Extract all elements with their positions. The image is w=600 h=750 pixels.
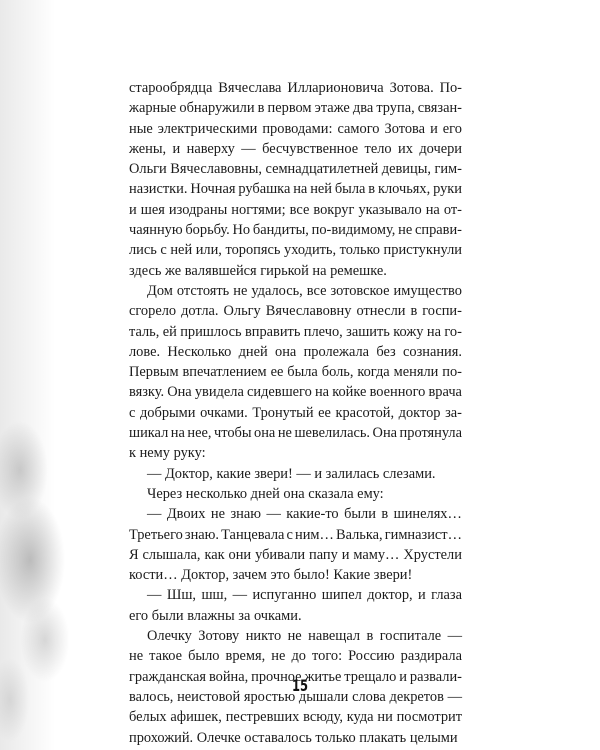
text-line: его были влажны за очками. — [129, 607, 302, 624]
text-line: таль, ей пришлось вправить плечо, зашить кожу на го- — [129, 323, 462, 340]
text-line: Дом отстоять не удалось, все зотовское имущество — [147, 282, 462, 299]
text-line: — Двоих не знаю — какие-то были в шинелях… — [147, 506, 462, 523]
text-line: валось, неистовой яростью дышали слова декретов — — [129, 688, 462, 705]
text-line: гражданская война, прочное житье трещало и развали- — [129, 668, 462, 685]
page-number: 15 — [291, 676, 309, 695]
text-line: белых афишек, пестревших всюду, куда ни посмотрит — [129, 709, 462, 726]
text-line: Олечку Зотову никто не навещал в госпитале — — [147, 628, 462, 645]
text-line: шикал на нее, чтобы она не шевелилась. Она протянула — [129, 425, 462, 442]
text-line: лове. Несколько дней она пролежала без сознания. — [129, 343, 462, 360]
page-edge-shadow — [0, 0, 78, 750]
text-line: лись с ней или, торопясь уходить, только пристукнули — [129, 242, 462, 259]
text-line: назистки. Ночная рубашка на ней была в клочьях, руки — [129, 181, 462, 198]
text-line: — Шш, шш, — испуганно шипел доктор, и глаза — [147, 587, 462, 604]
text-line: сгорело дотла. Ольгу Вячеславовну отнесли в госпи- — [129, 303, 462, 320]
text-line: жарные обнаружили в первом этаже два трупа, связан- — [129, 100, 462, 117]
text-line: прохожий. Олечке оставалось только плакать целыми — [129, 729, 458, 746]
text-line: ные электрическими проводами: самого Зотова и его — [129, 120, 462, 137]
page-body-text — [129, 78, 462, 748]
text-line: Я слышала, как они убивали папу и маму… Хрустели — [129, 546, 462, 563]
text-line: и шея изодраны ногтями; все вокруг указывало на от- — [129, 201, 462, 218]
text-line: с добрыми очками. Тронутый ее красотой, доктор за- — [129, 404, 462, 421]
text-line: не такое было время, не до того: Россию раздирала — [129, 648, 462, 665]
text-line: к нему руку: — [129, 445, 206, 462]
text-line: Через несколько дней она сказала ему: — [147, 485, 384, 502]
text-line: — Доктор, какие звери! — и залилась слезами. — [147, 465, 436, 482]
text-line: здесь же валявшейся гирькой на ремешке. — [129, 262, 387, 279]
text-line: Первым впечатлением ее была боль, когда меняли по- — [129, 364, 462, 381]
text-line: кости… Доктор, зачем это было! Какие звери! — [129, 567, 413, 584]
text-line: чаянную борьбу. Но бандиты, по-видимому, не справи- — [129, 222, 462, 239]
text-line: вязку. Она увидела сидевшего на койке военного врача — [129, 384, 462, 401]
text-line: жены, и наверху — бесчувственное тело их дочери — [129, 140, 462, 157]
text-line: Ольги Вячеславовны, семнадцатилетней девицы, гим- — [129, 161, 462, 178]
text-line: старообрядца Вячеслава Илларионовича Зотова. По- — [129, 80, 462, 96]
text-line: Третьего знаю. Танцевала с ним… Валька, гимназист… — [129, 526, 462, 543]
